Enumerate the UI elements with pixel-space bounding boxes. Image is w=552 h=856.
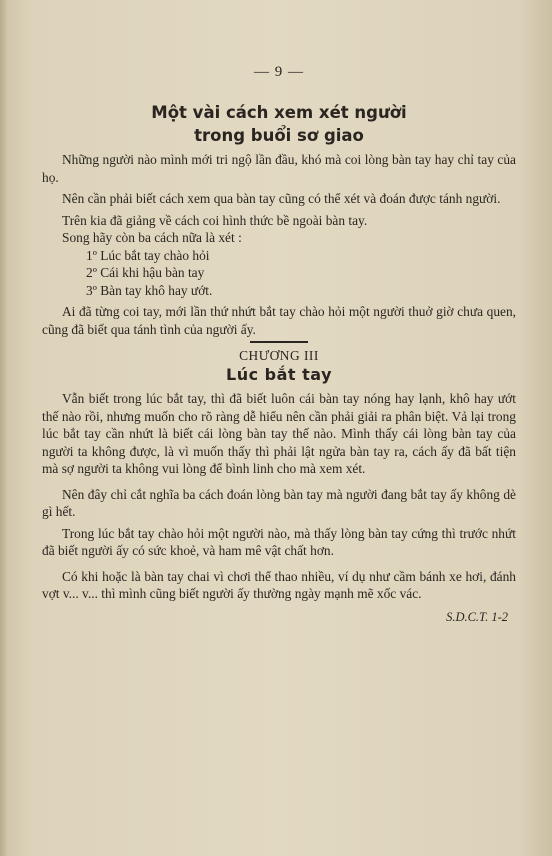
intro-paragraph-4: Song hãy còn ba cách nữa là xét : — [62, 230, 242, 245]
page-title — [42, 101, 516, 147]
page-title-line-2: trong buổi sơ giao — [194, 126, 364, 145]
chapter-label: CHƯƠNG III — [239, 348, 319, 363]
chapter-paragraph-3: Trong lúc bắt tay chào hỏi một người nào, mà thấy lòng bàn tay cứng thì trước nhứt đã biết người ấy có sức khoẻ, và ham mê vật chất hơn. — [42, 525, 516, 558]
list-item: 1º Lúc bắt tay chào hỏi — [86, 247, 210, 263]
intro-paragraph-1: Những người nào mình mới tri ngộ lần đầu, khó mà coi lòng bàn tay hay chỉ tay của họ. — [42, 152, 516, 185]
page-shadow-edge — [0, 0, 8, 856]
page-number: — 9 — — [254, 64, 304, 80]
chapter-paragraph-2: Nên đây chỉ cắt nghĩa ba cách đoán lòng bàn tay mà người đang bắt tay ấy không dè gì hết. — [42, 486, 516, 519]
intro-paragraph-2: Nên cần phải biết cách xem qua bàn tay cũng có thể xét và đoán được tánh người. — [62, 191, 501, 206]
page-text-block — [42, 64, 516, 625]
section-divider — [250, 341, 308, 343]
list-item: 3º Bàn tay khô hay ướt. — [86, 282, 213, 298]
after-list-paragraph: Ai đã từng coi tay, mới lần thứ nhứt bắt tay chào hỏi một người thuở giờ chưa quen, cũng đã biết qua tánh tình của người ấy. — [42, 304, 516, 337]
intro-paragraph-3: Trên kia đã giảng về cách coi hình thức bề ngoài bàn tay. — [62, 212, 368, 228]
chapter-paragraph-4: Có khi hoặc là bàn tay chai vì chơi thể thao nhiều, ví dụ như cầm bánh xe hơi, đánh vợt v... v... thì mình cũng biết người ấy thường ngày mạnh mẽ xốc vác. — [42, 568, 516, 601]
methods-list — [42, 247, 516, 300]
printer-signature: S.D.C.T. 1-2 — [446, 609, 508, 624]
list-item: 2º Cái khi hậu bàn tay — [86, 265, 205, 280]
chapter-title: Lúc bắt tay — [226, 365, 332, 384]
chapter-paragraph-1: Vẫn biết trong lúc bắt tay, thì đã biết luôn cái bàn tay nóng hay lạnh, khô hay ướt thế nào rồi, nhưng muốn cho rõ ràng dễ hiểu nên cần phải giải ra phân biệt. Vả lại trong lúc bắt tay cần nhứt là biết cái lòng bàn tay thế nào. Mình thấy cái lòng bàn tay của người ta không được, là vì muốn thấy thì phải lật ngửa bàn tay ra, cách ấy đã bất tiện mà sợ người ta không vui lòng để bình linh cho mà xem xét. — [42, 391, 516, 476]
page-title-line-1: Một vài cách xem xét người — [151, 103, 407, 122]
